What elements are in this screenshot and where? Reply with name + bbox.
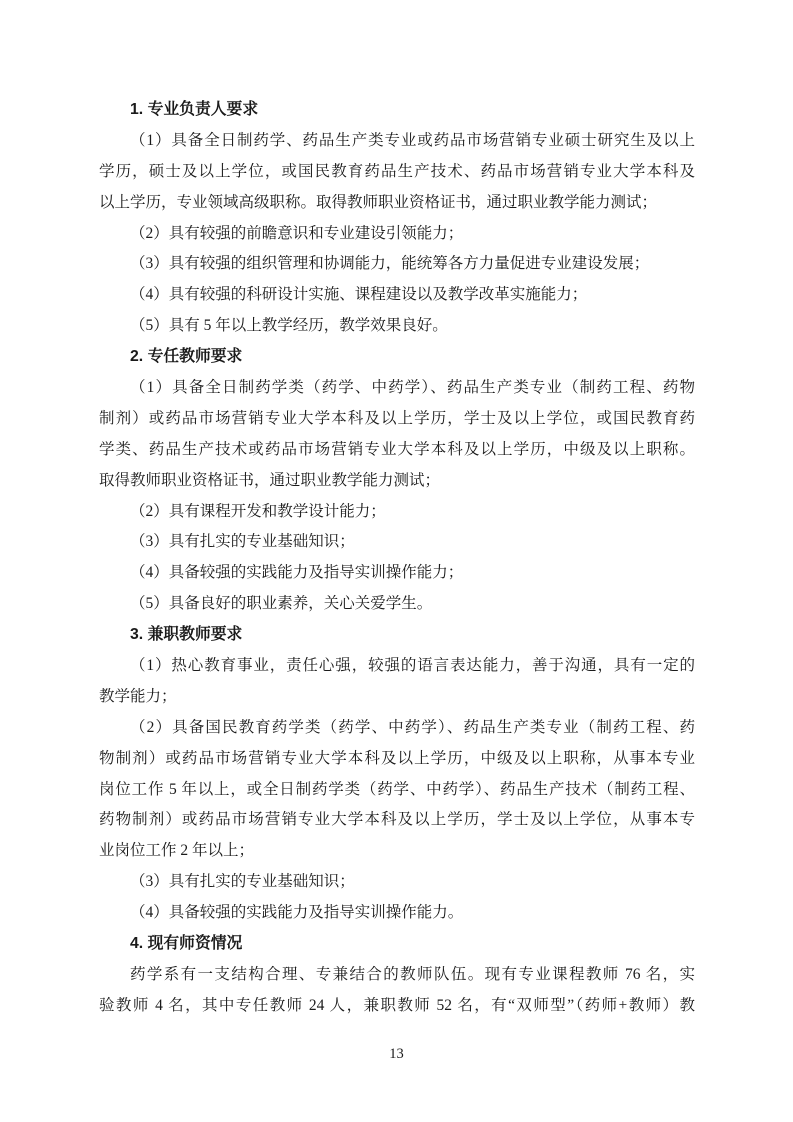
- paragraph-line: 学类、药品生产技术或药品市场营销专业大学本科及以上学历，中级及以上职称。: [99, 440, 695, 458]
- paragraph-line: （5）具有 5 年以上教学经历，教学效果良好。: [130, 317, 448, 335]
- paragraph-line: （2）具有课程开发和教学设计能力；: [130, 502, 386, 520]
- paragraph-line: （4）具备较强的实践能力及指导实训操作能力。: [130, 904, 464, 922]
- paragraph-line: （1）具备全日制药学、药品生产类专业或药品市场营销专业硕士研究生及以上: [130, 131, 695, 149]
- paragraph-line: 药学系有一支结构合理、专兼结合的教师队伍。现有专业课程教师 76 名，实: [130, 965, 695, 983]
- page-number: 13: [389, 1046, 404, 1062]
- section-heading-1: 1. 专业负责人要求: [130, 101, 259, 118]
- paragraph-line: 制剂）或药品市场营销专业大学本科及以上学历，学士及以上学位，或国民教育药: [99, 409, 695, 427]
- paragraph-line: 岗位工作 5 年以上，或全日制药学类（药学、中药学）、药品生产技术（制药工程、: [99, 780, 695, 798]
- paragraph-line: （1）热心教育事业，责任心强，较强的语言表达能力，善于沟通，具有一定的: [130, 657, 695, 675]
- paragraph-line: （4）具备较强的实践能力及指导实训操作能力；: [130, 564, 464, 582]
- paragraph-line: （5）具备良好的职业素养，关心关爱学生。: [130, 595, 433, 613]
- section-heading-2: 2. 专任教师要求: [130, 348, 243, 366]
- paragraph-line: 教学能力；: [99, 687, 177, 705]
- paragraph-line: （3）具有扎实的专业基础知识；: [130, 533, 355, 551]
- paragraph-line: （2）具备国民教育药学类（药学、中药学）、药品生产类专业（制药工程、药: [130, 718, 695, 736]
- paragraph-line: 以上学历，专业领域高级职称。取得教师职业资格证书，通过职业教学能力测试；: [99, 193, 658, 211]
- section-heading-4: 4. 现有师资情况: [130, 935, 243, 953]
- section-heading-3: 3. 兼职教师要求: [130, 626, 243, 644]
- paragraph-line: （4）具有较强的科研设计实施、课程建设以及教学改革实施能力；: [130, 286, 588, 304]
- paragraph-line: 药物制剂）或药品市场营销专业大学本科及以上学历，学士及以上学位，从事本专: [99, 811, 695, 829]
- paragraph-line: 取得教师职业资格证书，通过职业教学能力测试；: [99, 471, 441, 489]
- paragraph-line: （2）具有较强的前瞻意识和专业建设引领能力；: [130, 224, 464, 242]
- paragraph-line: （1）具备全日制药学类（药学、中药学）、药品生产类专业（制药工程、药物: [130, 379, 695, 397]
- page-content: [99, 95, 695, 1022]
- paragraph-line: （3）具有扎实的专业基础知识；: [130, 873, 355, 891]
- paragraph-line: 验教师 4 名，其中专任教师 24 人，兼职教师 52 名，有“双师型”（药师+教师）教: [99, 996, 695, 1014]
- paragraph-line: 物制剂）或药品市场营销专业大学本科及以上学历，中级及以上职称，从事本专业: [99, 749, 695, 767]
- paragraph-line: 学历，硕士及以上学位，或国民教育药品生产技术、药品市场营销专业大学本科及: [99, 162, 695, 180]
- paragraph-line: （3）具有较强的组织管理和协调能力，能统筹各方力量促进专业建设发展；: [130, 255, 650, 273]
- paragraph-line: 业岗位工作 2 年以上；: [99, 842, 255, 860]
